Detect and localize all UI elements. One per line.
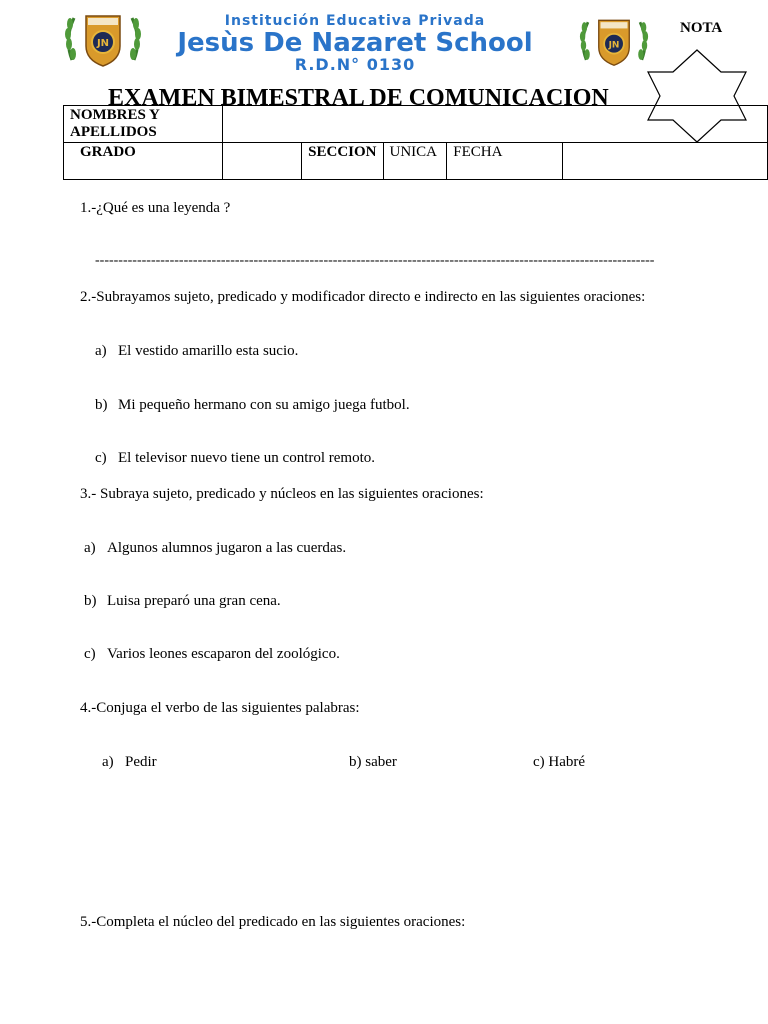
item-text: Varios leones escaparon del zoológico. <box>107 646 340 662</box>
svg-text:JN: JN <box>96 38 110 49</box>
item-marker: a) <box>95 343 107 359</box>
list-item <box>84 645 340 663</box>
school-registration: R.D.N° 0130 <box>294 55 416 74</box>
svg-text:JN: JN <box>608 40 620 51</box>
list-item <box>84 539 347 557</box>
names-field[interactable] <box>223 106 768 143</box>
list-item <box>95 396 410 414</box>
school-crest-icon <box>579 14 649 68</box>
item-marker: b) <box>84 593 97 609</box>
list-item <box>102 753 157 771</box>
question-1: 1.-¿Qué es una leyenda ? <box>80 200 231 216</box>
names-label: NOMBRES Y APELLIDOS <box>64 106 223 143</box>
item-marker: b) <box>95 397 108 413</box>
list-item <box>95 449 376 467</box>
item-text: El televisor nuevo tiene un control remoto. <box>118 450 376 466</box>
seccion-label: SECCION <box>302 143 383 180</box>
item-text: El vestido amarillo esta sucio. <box>118 343 299 359</box>
list-item <box>95 342 299 360</box>
item-text: Mi pequeño hermano con su amigo juega futbol. <box>118 397 410 413</box>
list-item: b) saber <box>349 754 397 770</box>
list-item: c) Habré <box>533 754 586 770</box>
school-name: Jesùs De Nazaret School <box>177 28 533 58</box>
school-subtitle: Institución Educativa Privada <box>224 13 486 29</box>
list-item <box>84 592 281 610</box>
question-4: 4.-Conjuga el verbo de las siguientes palabras: <box>80 700 360 716</box>
grado-label: GRADO <box>64 143 223 180</box>
item-text: Algunos alumnos jugaron a las cuerdas. <box>107 540 347 556</box>
fecha-label: FECHA <box>447 143 563 180</box>
answer-line[interactable]: ------------------------------------------------------------------------------------------------------------------------ <box>95 253 655 268</box>
fecha-field[interactable] <box>562 143 767 180</box>
school-crest-icon <box>64 10 142 68</box>
nota-label: NOTA <box>680 20 723 36</box>
grado-field[interactable] <box>223 143 302 180</box>
item-text: Pedir <box>125 754 157 770</box>
question-2: 2.-Subrayamos sujeto, predicado y modificador directo e indirecto en las siguientes oraciones: <box>80 289 646 305</box>
item-marker: c) <box>95 450 107 466</box>
item-marker: c) <box>84 646 96 662</box>
seccion-field[interactable]: UNICA <box>383 143 447 180</box>
exam-title: EXAMEN BIMESTRAL DE COMUNICACION <box>108 85 609 111</box>
item-marker: a) <box>84 540 96 556</box>
question-3: 3.- Subraya sujeto, predicado y núcleos en las siguientes oraciones: <box>80 486 484 502</box>
item-text: Luisa preparó una gran cena. <box>107 593 281 609</box>
student-info-table <box>63 105 768 180</box>
item-marker: a) <box>102 754 114 770</box>
question-5: 5.-Completa el núcleo del predicado en las siguientes oraciones: <box>80 914 466 930</box>
